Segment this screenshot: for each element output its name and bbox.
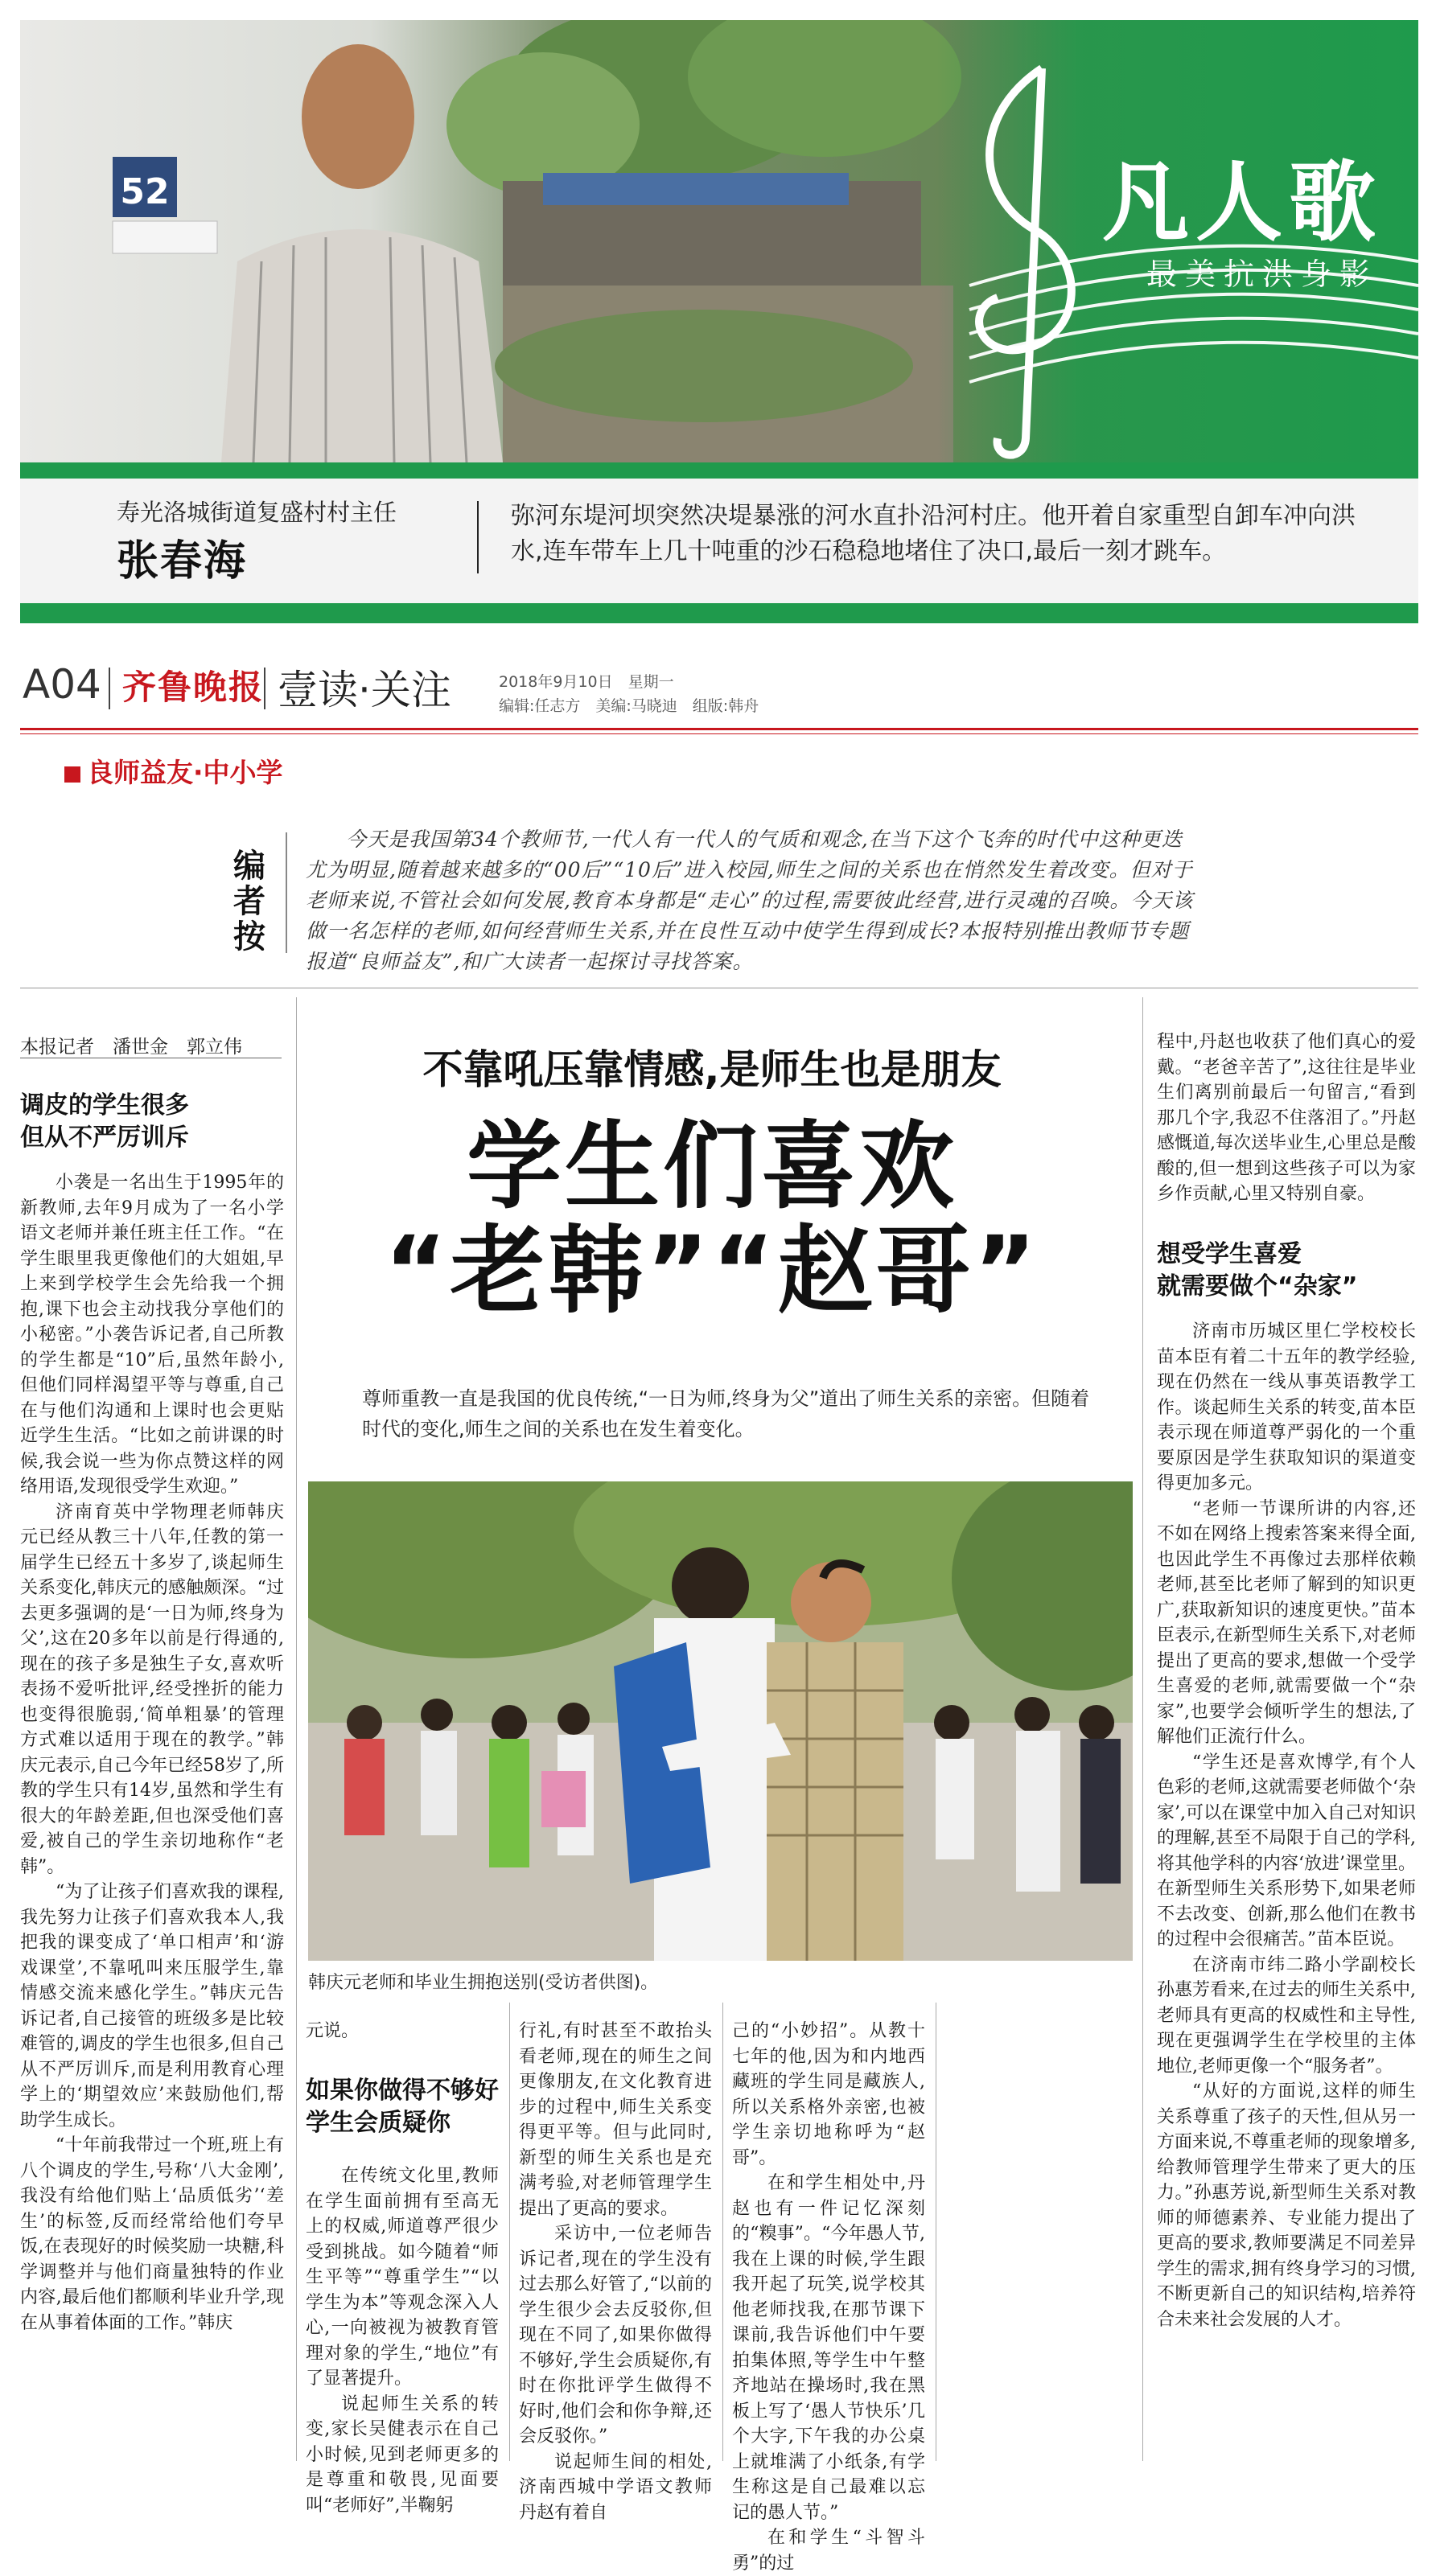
- headline: [310, 1111, 1114, 1326]
- lede: 尊师重教一直是我国的优良传统,“一日为师,终身为父”道出了师生关系的亲密。但随着时代的变化,师生之间的关系也在发生着变化。: [362, 1387, 1090, 1440]
- column-5b: [1157, 1319, 1416, 2332]
- person-name: 张春海: [117, 537, 248, 585]
- editor-note: [229, 824, 1207, 973]
- series-subtitle: 最美抗洪身影: [1146, 257, 1378, 292]
- column-3: [519, 2019, 712, 2525]
- paragraph: “学生还是喜欢博学,有个人色彩的老师,这就需要老师做个‘杂家’,可以在课堂中加入自己对知识的理解,甚至不局限于自己的学科,将其他学科的内容‘放进’课堂里。在新型师生关系形势下,如果老师不去改变、创新,那么他们在教书的过程中会很痛苦。”苗本臣说。: [1157, 1752, 1416, 1949]
- headline-line-1: 学生们喜欢: [466, 1111, 957, 1222]
- paragraph: “十年前我带过一个班,班上有八个调皮的学生,号称‘八大金刚’,我没有给他们贴上‘品质低劣’‘差生’的标签,反而经常给他们夸早饭,在表现好的时候奖励一块糖,科学调整并与他们商量独特的作业内容,最后他们都顺利毕业升学,现在从事着体面的工作。”韩庆: [20, 2135, 284, 2333]
- person-description: 弥河东堤河坝突然决堤暴涨的河水直扑沿河村庄。他开着自家重型自卸车冲向洪水,连车带车上几十吨重的沙石稳稳地堵住了决口,最后一刻才跳车。: [511, 502, 1356, 565]
- header-divider: [264, 668, 265, 709]
- editor-note-text: 今天是我国第34个教师节,一代人有一代人的气质和观念,在当下这个飞奔的时代中这种更迭尤为明显,随着越来越多的“00后”“10后”进入校园,师生之间的关系也在悄然发生着改变。但对于老师来说,不管社会如何发展,教育本身都是“走心”的过程,需要彼此经营,进行灵魂的召唤。今天该做一名怎样的老师,如何经营师生关系,并在良性互动中使学生得到成长?本报特别推出教师节专题报道“良师益友”,和广大读者一起探讨寻找答案。: [306, 828, 1194, 973]
- column-rule: [1142, 997, 1143, 2461]
- byline: 本报记者 潘世金 郭立伟: [20, 1037, 242, 1058]
- banner-divider: [477, 501, 479, 573]
- column-2a: [306, 2019, 499, 2044]
- paragraph: 济南市历城区里仁学校校长苗本臣有着二十五年的教学经验,现在仍然在一线从事英语教学工作。谈起师生关系的转变,苗本臣表示现在师道尊严弱化的一个重要原因是学生获取知识的渠道变得更加多元。: [1157, 1321, 1416, 1493]
- issue-date: 2018年9月10日 星期一: [499, 673, 674, 691]
- editor-note-label: 编者按: [233, 848, 265, 955]
- paragraph: 在和学生“斗智斗勇”的过: [732, 2528, 925, 2574]
- editor-note-bar: [286, 832, 287, 953]
- column-tag-label: 良师益友·中小学: [87, 757, 283, 788]
- kicker: 不靠吼压靠情感,是师生也是朋友: [422, 1046, 1002, 1093]
- paragraph: “从好的方面说,这样的师生关系尊重了孩子的天性,但从另一方面来说,不尊重老师的现象增多,给教师管理学生带来了更大的压力。”孙惠芳说,新型师生关系对教师的师德素养、专业能力提出了更高的要求,教师要满足不同差异学生的需求,拥有终身学习的习惯,不断更新自己的知识结构,培养符合未来社会发展的人才。: [1157, 2081, 1416, 2330]
- paragraph: 行礼,有时甚至不敢抬头看老师,现在的师生之间更像朋友,在文化教育进步的过程中,师生关系变得更平等。但与此同时,新型的师生关系也是充满考验,对老师管理学生提出了更高的要求。: [519, 2021, 712, 2219]
- paragraph: “为了让孩子们喜欢我的课程,我先努力让孩子们喜欢我本人,我把我的课变成了‘单口相声’和‘游戏课堂’,不靠吼叫来压服学生,靠情感交流来感化学生。”韩庆元告诉记者,自己接管的班级多是比较难管的,调皮的学生也很多,但自己从不严厉训斥,而是利用教育心理学上的‘期望效应’来鼓励他们,帮助学生成长。: [20, 1882, 284, 2130]
- column-rule: [509, 2003, 510, 2461]
- person-head: [302, 44, 414, 189]
- header-divider: [109, 668, 110, 709]
- section-name: 壹读·关注: [278, 667, 451, 713]
- subhead-2: 想受学生喜爱 就需要做个“杂家”: [1157, 1240, 1358, 1300]
- series-title: 凡人歌: [1101, 153, 1382, 253]
- subhead-3: 如果你做得不够好 学生会质疑你: [306, 2077, 499, 2137]
- header-rule: [20, 728, 1418, 730]
- paragraph: 说起师生关系的转变,家长吴健表示在自己小时候,见到老师更多的是尊重和敬畏,见面要叫“老师好”,半鞠躬: [306, 2393, 499, 2516]
- header-rule-thin: [20, 733, 1418, 734]
- teacher-hug-image: [308, 1481, 1133, 1961]
- banner-bottom-bar: [20, 603, 1418, 623]
- paragraph: 程中,丹赵也收获了他们真心的爱戴。“老爸辛苦了”,这往往是毕业生们离别前最后一句留言,“看到那几个字,我忍不住落泪了。”丹赵感慨道,每次送毕业生,心里总是酸酸的,但一想到这些孩子可以为家乡作贡献,心里又特别自豪。: [1157, 1032, 1416, 1204]
- room-number: 52: [120, 171, 170, 212]
- person-role: 寿光洛城街道复盛村村主任: [117, 499, 397, 526]
- column-1: [20, 1170, 284, 2336]
- column-tag: [64, 752, 283, 790]
- banner-green-strip: [20, 462, 1418, 479]
- paragraph: 小袭是一名出生于1995年的新教师,去年9月成为了一名小学语文老师并兼任班主任工作。“在学生眼里我更像他们的大姐姐,早上来到学校学生会先给我一个拥抱,课下也会主动找我分享他们的小秘密。”小袭告诉记者,自己所教的学生都是“10”后,虽然年龄小,但他们同样渴望平等与尊重,自己在与他们沟通和上课时也会更贴近学生生活。“比如之前讲课的时候,我会说一些为你点赞这样的网络用语,发现很受学生欢迎。”: [20, 1173, 284, 1497]
- photo-caption: 韩庆元老师和毕业生拥抱送别(受访者供图)。: [308, 1973, 659, 1993]
- paragraph: 在济南市纬二路小学副校长孙惠芳看来,在过去的师生关系中,老师具有更高的权威性和主导性,现在更强调学生在学校里的主体地位,老师更像一个“服务者”。: [1157, 1954, 1416, 2077]
- paragraph: 在和学生相处中,丹赵也有一件记忆深刻的“糗事”。“今年愚人节,我在上课的时候,学生跟我开起了玩笑,说学校其他老师找我,在那节课下课前,我告诉他们中午要拍集体照,等学生中午整齐地站在操场时,我在黑板上写了‘愚人节快乐’几个大字,下午我的办公桌上就堆满了小纸条,有学生称这是自己最难以忘记的愚人节。”: [732, 2173, 925, 2523]
- column-5a: [1157, 1029, 1416, 1207]
- article-photo: [308, 1481, 1133, 1961]
- column-rule: [296, 997, 297, 2461]
- paragraph: “老师一节课所讲的内容,还不如在网络上搜索答案来得全面,也因此学生不再像过去那样依赖老师,甚至比老师了解到的知识更广,获取新知识的速度更快。”苗本臣表示,在新型师生关系下,对老师提出了更高的要求,想做一个受学生喜爱的老师,就需要做一个“杂家”,也要学会倾听学生的想法,了解他们正流行什么。: [1157, 1498, 1417, 1747]
- banner: [20, 20, 1418, 623]
- red-square-icon: [64, 766, 80, 783]
- paragraph: 元说。: [306, 2021, 360, 2041]
- column-rule: [722, 2003, 723, 2461]
- paragraph: 采访中,一位老师告诉记者,现在的学生没有过去那么好管了,“以前的学生很少会去反驳你,但现在不同了,如果你做得不够好,学生会质疑你,有时在你批评学生做得不好时,他们会和你争辩,还会反驳你。”: [519, 2224, 712, 2447]
- paragraph: 说起师生间的相处,济南西城中学语文教师丹赵有着自: [519, 2451, 712, 2523]
- paragraph: 济南育英中学物理老师韩庆元已经从教三十八年,任教的第一届学生已经五十多岁了,谈起师生关系变化,韩庆元的感触颇深。“过去更多强调的是‘一日为师,终身为父’,这在20多年以前是行得通的,现在的孩子多是独生子女,喜欢听表扬不爱听批评,经受挫折的能力也变得很脆弱,‘简单粗暴’的管理方式难以适用于现在的教学。”韩庆元表示,自己今年已经58岁了,所教的学生只有14岁,虽然和学生有很大的年龄差距,但也深受他们喜爱,被自己的学生亲切地称作“老韩”。: [20, 1502, 284, 1877]
- paragraph: 己的“小妙招”。从教十七年的他,因为和内地西藏班的学生同是藏族人,所以关系格外亲密,也被学生亲切地称呼为“赵哥”。: [732, 2021, 925, 2168]
- paragraph: 在传统文化里,教师在学生面前拥有至高无上的权威,师道尊严很少受到挑战。如今随着“师生平等”“尊重学生”“以学生为本”等观念深入人心,一向被视为被教育管理对象的学生,“地位”有了显著提升。: [306, 2166, 499, 2389]
- page-number: A04: [23, 661, 101, 708]
- subhead-1: 调皮的学生很多 但从不严厉训斥: [20, 1091, 189, 1152]
- editor-credits: 编辑:任志方 美编:马晓迪 组版:韩舟: [499, 697, 759, 715]
- paper-name: 齐鲁晚报: [122, 668, 265, 707]
- column-4: [732, 2019, 925, 2576]
- headline-line-2: “老韩”“赵哥”: [384, 1215, 1040, 1326]
